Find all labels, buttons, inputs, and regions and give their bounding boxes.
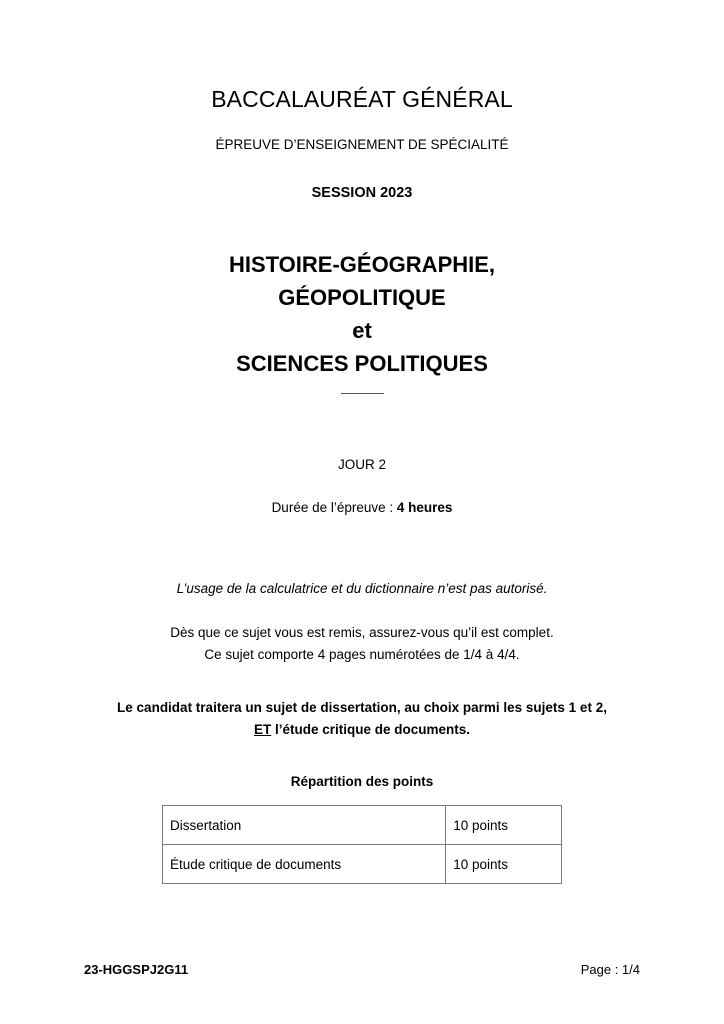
points-heading: Répartition des points bbox=[290, 774, 434, 789]
instruction-line-2 bbox=[0, 722, 724, 737]
subject-line-2: GÉOPOLITIQUE bbox=[278, 285, 446, 310]
calculator-notice: L’usage de la calculatrice et du dictionnaire n’est pas autorisé. bbox=[176, 581, 548, 596]
points-row-label: Étude critique de documents bbox=[163, 845, 446, 884]
completeness-notice: Dès que ce sujet vous est remis, assurez-vous qu’il est complet. bbox=[170, 625, 554, 640]
instruction-emphasis: ET bbox=[253, 722, 272, 737]
points-row-value: 10 points bbox=[446, 845, 562, 884]
duration-label: Durée de l’épreuve : bbox=[271, 500, 397, 515]
title-separator bbox=[341, 393, 384, 394]
subject-line-1: HISTOIRE-GÉOGRAPHIE, bbox=[228, 252, 496, 277]
session-label: SESSION 2023 bbox=[311, 185, 413, 201]
points-table bbox=[162, 805, 562, 884]
page-count-notice: Ce sujet comporte 4 pages numérotées de 1/4 à 4/4. bbox=[204, 647, 520, 662]
page-number: Page : 1/4 bbox=[580, 962, 640, 977]
exam-title: BACCALAURÉAT GÉNÉRAL bbox=[211, 86, 513, 112]
instruction-rest: l’étude critique de documents. bbox=[271, 722, 471, 737]
subject-line-4: SCIENCES POLITIQUES bbox=[236, 351, 488, 376]
points-row-label: Dissertation bbox=[163, 806, 446, 845]
duration-value: 4 heures bbox=[396, 500, 453, 515]
exam-subtitle: ÉPREUVE D’ENSEIGNEMENT DE SPÉCIALITÉ bbox=[215, 137, 509, 152]
table-row bbox=[163, 806, 562, 845]
subject-code: 23-HGGSPJ2G11 bbox=[84, 962, 189, 977]
exam-day: JOUR 2 bbox=[337, 457, 386, 472]
table-row bbox=[163, 845, 562, 884]
instruction-line-1: Le candidat traitera un sujet de dissertation, au choix parmi les sujets 1 et 2, bbox=[117, 700, 607, 715]
subject-line-3: et bbox=[352, 318, 372, 343]
points-row-value: 10 points bbox=[446, 806, 562, 845]
exam-duration bbox=[0, 500, 724, 515]
